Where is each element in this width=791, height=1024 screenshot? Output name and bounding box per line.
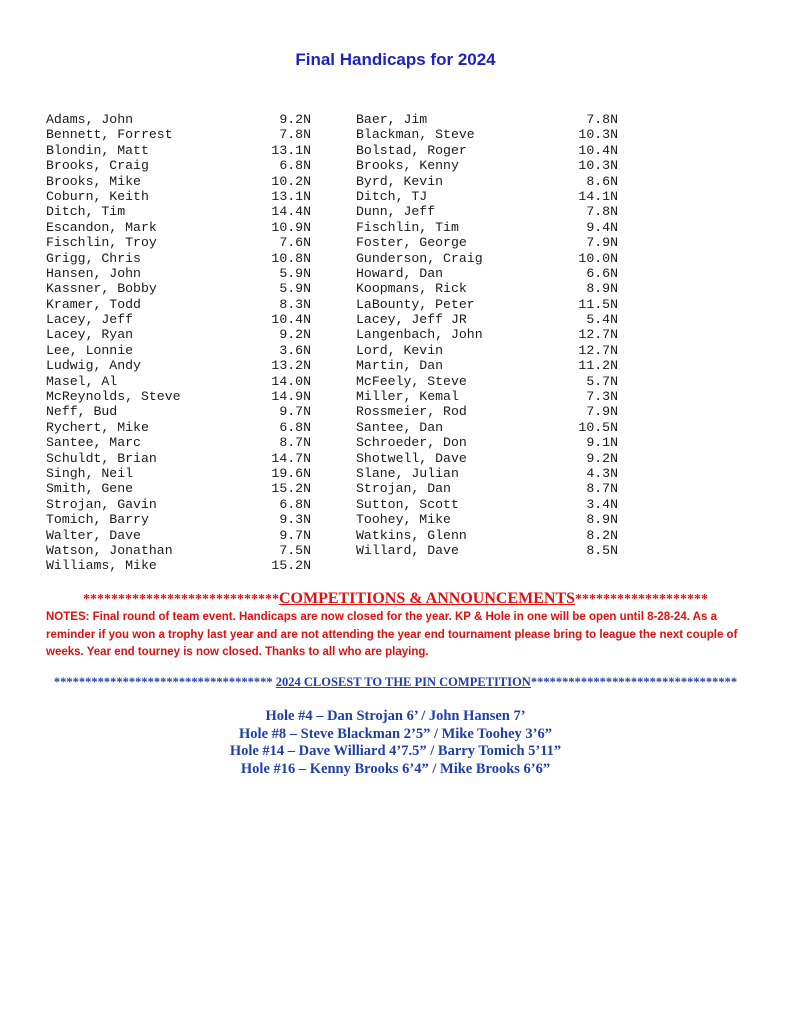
handicap-row xyxy=(46,204,311,219)
ctp-result-line: Hole #16 – Kenny Brooks 6’4” / Mike Brooks 6’6” xyxy=(240,760,551,777)
handicap-value: 8.9N xyxy=(586,281,618,297)
handicap-value: 9.2N xyxy=(279,112,311,127)
handicap-row xyxy=(356,143,618,158)
handicap-value: 5.4N xyxy=(586,312,618,328)
handicap-row xyxy=(46,543,311,558)
handicap-row xyxy=(356,343,618,358)
handicap-row xyxy=(46,466,311,481)
stars-left: **************************** xyxy=(82,592,279,607)
handicap-value: 9.3N xyxy=(279,512,311,528)
handicap-value: 5.9N xyxy=(279,265,311,281)
handicap-value: 8.3N xyxy=(279,296,311,312)
handicap-value: 13.2N xyxy=(271,358,311,374)
player-name: Sutton, Scott xyxy=(356,496,459,512)
handicap-value: 14.0N xyxy=(271,373,311,389)
player-name: Dunn, Jeff xyxy=(356,204,436,220)
player-name: Brooks, Kenny xyxy=(356,158,459,174)
handicap-value: 10.5N xyxy=(578,419,618,435)
handicap-value: 3.4N xyxy=(586,496,618,512)
handicap-row xyxy=(356,220,618,235)
handicap-row xyxy=(356,158,618,173)
player-name: Toohey, Mike xyxy=(356,512,451,528)
handicap-row xyxy=(356,266,618,281)
player-name: Escandon, Mark xyxy=(46,219,157,235)
handicap-value: 8.7N xyxy=(586,481,618,497)
handicap-list-left xyxy=(46,112,311,574)
handicap-row xyxy=(356,281,618,296)
handicap-value: 14.9N xyxy=(271,389,311,405)
handicap-row xyxy=(46,266,311,281)
player-name: Schuldt, Brian xyxy=(46,450,157,466)
handicap-row xyxy=(46,251,311,266)
player-name: Lacey, Jeff JR xyxy=(356,312,467,328)
handicap-value: 12.7N xyxy=(578,342,618,358)
player-name: Lord, Kevin xyxy=(356,342,444,358)
player-name: Hansen, John xyxy=(46,265,141,281)
handicap-row xyxy=(46,358,311,373)
player-name: Lacey, Ryan xyxy=(46,327,134,343)
player-name: Coburn, Keith xyxy=(46,188,149,204)
player-name: Strojan, Dan xyxy=(356,481,451,497)
player-name: Lacey, Jeff xyxy=(46,312,134,328)
player-name: Willard, Dave xyxy=(356,542,459,558)
player-name: McFeely, Steve xyxy=(356,373,467,389)
handicap-value: 14.1N xyxy=(578,188,618,204)
handicap-value: 4.3N xyxy=(586,465,618,481)
handicap-row xyxy=(46,327,311,342)
player-name: Santee, Dan xyxy=(356,419,444,435)
ctp-result-line: Hole #14 – Dave Williard 4’7.5” / Barry Tomich 5’11” xyxy=(229,743,562,759)
player-name: Smith, Gene xyxy=(46,481,134,497)
handicap-value: 6.8N xyxy=(279,419,311,435)
handicap-value: 12.7N xyxy=(578,327,618,343)
handicap-value: 9.2N xyxy=(279,327,311,343)
player-name: Kassner, Bobby xyxy=(46,281,157,297)
handicap-row xyxy=(46,528,311,543)
handicap-value: 5.7N xyxy=(586,373,618,389)
handicap-row xyxy=(356,466,618,481)
handicap-row xyxy=(46,174,311,189)
stars-right: ********************************* xyxy=(530,675,738,689)
handicap-row xyxy=(46,112,311,127)
handicap-value: 10.4N xyxy=(271,312,311,328)
handicap-row xyxy=(46,497,311,512)
handicap-row xyxy=(356,389,618,404)
handicap-row xyxy=(46,389,311,404)
player-name: Singh, Neil xyxy=(46,465,134,481)
handicap-value: 8.9N xyxy=(586,512,618,528)
handicap-row xyxy=(356,404,618,419)
player-name: Watson, Jonathan xyxy=(46,542,173,558)
handicap-value: 8.2N xyxy=(586,527,618,543)
player-name: Slane, Julian xyxy=(356,465,459,481)
handicap-row xyxy=(46,281,311,296)
player-name: Ditch, Tim xyxy=(46,204,126,220)
handicap-row xyxy=(356,204,618,219)
handicap-value: 7.8N xyxy=(586,112,618,127)
handicap-row xyxy=(356,420,618,435)
handicap-value: 19.6N xyxy=(271,465,311,481)
handicap-row xyxy=(46,435,311,450)
handicap-value: 9.2N xyxy=(586,450,618,466)
ctp-result-line: Hole #4 – Dan Strojan 6’ / John Hansen 7’ xyxy=(265,708,526,724)
player-name: Rossmeier, Rod xyxy=(356,404,467,420)
player-name: Blondin, Matt xyxy=(46,142,149,158)
handicap-row xyxy=(356,251,618,266)
player-name: Miller, Kemal xyxy=(356,389,459,405)
handicap-value: 13.1N xyxy=(271,188,311,204)
player-name: Foster, George xyxy=(356,235,467,251)
handicap-row xyxy=(46,143,311,158)
handicap-row xyxy=(356,189,618,204)
handicap-value: 9.7N xyxy=(279,527,311,543)
player-name: Walter, Dave xyxy=(46,527,141,543)
player-name: Tomich, Barry xyxy=(46,512,149,528)
player-name: Schroeder, Don xyxy=(356,435,467,451)
player-name: Strojan, Gavin xyxy=(46,496,157,512)
handicap-row xyxy=(356,312,618,327)
handicap-row xyxy=(356,327,618,342)
announcements-heading: COMPETITIONS & ANNOUNCEMENTS xyxy=(278,590,576,607)
handicap-value: 9.7N xyxy=(279,404,311,420)
player-name: LaBounty, Peter xyxy=(356,296,475,312)
handicap-value: 10.8N xyxy=(271,250,311,266)
player-name: McReynolds, Steve xyxy=(46,389,181,405)
stars-right: ******************* xyxy=(575,592,709,607)
handicap-value: 14.4N xyxy=(271,204,311,220)
player-name: Baer, Jim xyxy=(356,112,428,127)
player-name: Brooks, Mike xyxy=(46,173,141,189)
player-name: Bennett, Forrest xyxy=(46,127,173,143)
handicap-row xyxy=(356,297,618,312)
handicap-value: 8.7N xyxy=(279,435,311,451)
player-name: Grigg, Chris xyxy=(46,250,141,266)
player-name: Gunderson, Craig xyxy=(356,250,483,266)
closest-to-pin-header xyxy=(0,675,791,690)
player-name: Byrd, Kevin xyxy=(356,173,444,189)
player-name: Shotwell, Dave xyxy=(356,450,467,466)
handicap-row xyxy=(356,512,618,527)
announcements-notes: NOTES: Final round of team event. Handicaps are now closed for the year. KP & Hole in one will be open until 8-28-24. As a reminder if you won a trophy last year and are not attending the year end tournament please bring to league the next couple of weeks. Year end tourney is now closed. Thanks to all who are playing. xyxy=(46,611,738,658)
handicap-row xyxy=(46,158,311,173)
handicap-list-right xyxy=(356,112,618,558)
player-name: Adams, John xyxy=(46,112,134,127)
player-name: Watkins, Glenn xyxy=(356,527,467,543)
player-name: Williams, Mike xyxy=(46,558,157,574)
handicap-row xyxy=(356,435,618,450)
handicap-value: 10.3N xyxy=(578,158,618,174)
handicap-row xyxy=(356,481,618,496)
handicap-value: 7.8N xyxy=(279,127,311,143)
handicap-row xyxy=(356,127,618,142)
handicap-value: 6.8N xyxy=(279,158,311,174)
player-name: Ditch, TJ xyxy=(356,188,428,204)
handicap-value: 6.8N xyxy=(279,496,311,512)
handicap-row xyxy=(46,127,311,142)
handicap-row xyxy=(46,558,311,573)
handicap-row xyxy=(356,374,618,389)
handicap-row xyxy=(46,404,311,419)
player-name: Brooks, Craig xyxy=(46,158,149,174)
player-name: Howard, Dan xyxy=(356,265,444,281)
handicap-row xyxy=(356,528,618,543)
player-name: Bolstad, Roger xyxy=(356,142,467,158)
player-name: Blackman, Steve xyxy=(356,127,475,143)
player-name: Langenbach, John xyxy=(356,327,483,343)
player-name: Ludwig, Andy xyxy=(46,358,141,374)
handicap-value: 7.6N xyxy=(279,235,311,251)
handicap-value: 3.6N xyxy=(279,342,311,358)
handicap-value: 10.3N xyxy=(578,127,618,143)
handicap-value: 6.6N xyxy=(586,265,618,281)
handicap-value: 10.9N xyxy=(271,219,311,235)
handicap-value: 8.6N xyxy=(586,173,618,189)
player-name: Santee, Marc xyxy=(46,435,141,451)
handicap-value: 10.4N xyxy=(578,142,618,158)
handicap-value: 11.5N xyxy=(578,296,618,312)
ctp-result-line: Hole #8 – Steve Blackman 2’5” / Mike Toohey 3’6” xyxy=(239,725,552,742)
handicap-value: 10.0N xyxy=(578,250,618,266)
handicap-row xyxy=(46,297,311,312)
player-name: Kramer, Todd xyxy=(46,296,141,312)
closest-to-pin-heading: 2024 CLOSEST TO THE PIN COMPETITION xyxy=(275,675,531,689)
handicap-row xyxy=(46,481,311,496)
handicap-row xyxy=(46,220,311,235)
handicap-row xyxy=(46,235,311,250)
player-name: Masel, Al xyxy=(46,373,118,389)
player-name: Fischlin, Troy xyxy=(46,235,157,251)
handicap-row xyxy=(356,497,618,512)
handicap-value: 13.1N xyxy=(271,142,311,158)
handicap-row xyxy=(46,343,311,358)
handicap-value: 7.8N xyxy=(586,204,618,220)
player-name: Neff, Bud xyxy=(46,404,118,420)
player-name: Koopmans, Rick xyxy=(356,281,467,297)
player-name: Rychert, Mike xyxy=(46,419,149,435)
handicap-row xyxy=(46,451,311,466)
player-name: Lee, Lonnie xyxy=(46,342,134,358)
handicap-row xyxy=(356,174,618,189)
handicap-value: 8.5N xyxy=(586,542,618,558)
page-title: Final Handicaps for 2024 xyxy=(295,50,496,69)
handicap-row xyxy=(46,512,311,527)
handicap-row xyxy=(356,235,618,250)
handicap-value: 15.2N xyxy=(271,481,311,497)
closest-to-pin-results xyxy=(0,708,791,778)
player-name: Fischlin, Tim xyxy=(356,219,459,235)
handicap-row xyxy=(356,543,618,558)
handicap-value: 7.9N xyxy=(586,235,618,251)
handicap-row xyxy=(46,189,311,204)
handicap-value: 15.2N xyxy=(271,558,311,574)
handicap-value: 9.4N xyxy=(586,219,618,235)
handicap-value: 14.7N xyxy=(271,450,311,466)
stars-left: *********************************** xyxy=(53,675,276,689)
handicap-value: 7.5N xyxy=(279,542,311,558)
handicap-row xyxy=(356,358,618,373)
handicap-value: 10.2N xyxy=(271,173,311,189)
handicap-value: 11.2N xyxy=(578,358,618,374)
handicap-row xyxy=(46,374,311,389)
handicap-value: 9.1N xyxy=(586,435,618,451)
handicap-value: 5.9N xyxy=(279,281,311,297)
announcements-header xyxy=(0,590,791,608)
handicap-value: 7.3N xyxy=(586,389,618,405)
handicap-row xyxy=(356,451,618,466)
player-name: Martin, Dan xyxy=(356,358,444,374)
handicap-row xyxy=(46,420,311,435)
handicap-value: 7.9N xyxy=(586,404,618,420)
handicap-row xyxy=(356,112,618,127)
handicap-row xyxy=(46,312,311,327)
